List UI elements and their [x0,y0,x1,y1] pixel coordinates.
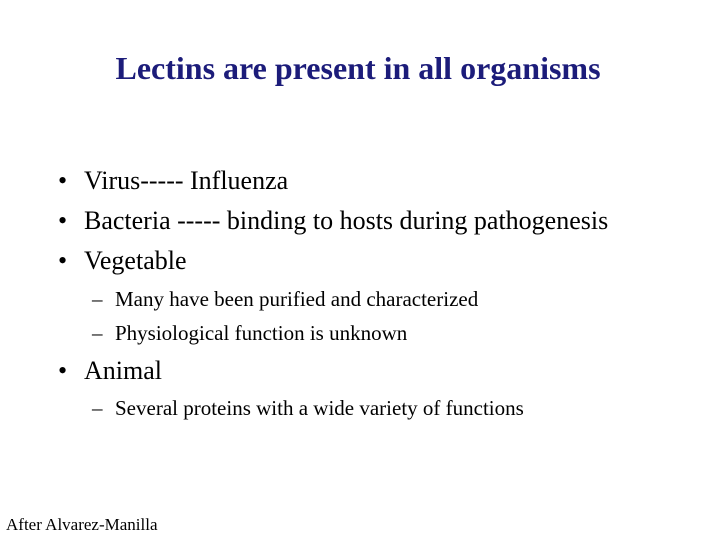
bullet-item-animal [58,356,698,386]
slide-title: Lectins are present in all organisms [115,50,601,86]
bullet-text: Virus----- Influenza [84,166,289,195]
subbullet-item-purified [92,286,692,312]
dash-icon: – [92,287,103,311]
bullet-item-bacteria [58,206,698,236]
bullet-text: Animal [84,356,162,385]
bullet-icon: • [58,356,68,385]
bullet-icon: • [58,246,68,275]
bullet-text: Bacteria ----- binding to hosts during pathogenesis [84,206,609,235]
bullet-item-vegetable [58,246,698,276]
dash-icon: – [92,321,103,345]
subbullet-text: Several proteins with a wide variety of functions [115,396,524,420]
bullet-item-virus [58,166,698,196]
subbullet-text: Physiological function is unknown [115,321,408,345]
subbullet-item-function [92,320,692,346]
subbullet-item-proteins [92,395,692,421]
subbullet-text: Many have been purified and characterized [115,287,479,311]
dash-icon: – [92,396,103,420]
bullet-text: Vegetable [84,246,187,275]
source-credit: After Alvarez-Manilla [6,515,158,534]
bullet-icon: • [58,166,68,195]
bullet-icon: • [58,206,68,235]
